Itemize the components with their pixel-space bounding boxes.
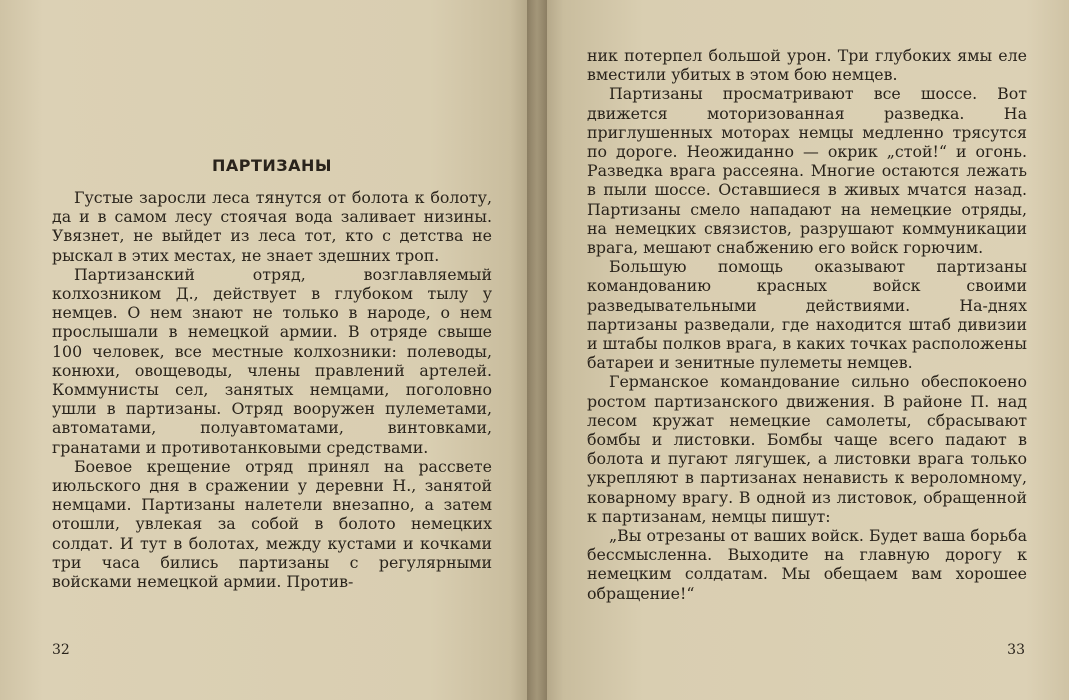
left-page-text <box>52 188 492 591</box>
right-page-text <box>587 46 1027 603</box>
paragraph: Густые заросли леса тянутся от болота к болоту, да и в самом лесу стоячая вода заливает низины. Увязнет, не выйдет из леса тот, кто с детства не рыскал в этих местах, не знает здешних троп. <box>52 188 492 265</box>
quoted-leaflet: „Вы отрезаны от ваших войск. Будет ваша борьба бессмысленна. Выходите на главную дорогу к немецким солдатам. Мы обещаем вам хорошее обращение!“ <box>587 526 1027 603</box>
paragraph: Партизанский отряд, возглавляемый колхозником Д., действует в глубоком тылу у немцев. О нем знают не только в народе, о нем прослышали в немецкой армии. В отряде свыше 100 человек, все местные колхозники: полеводы, конюхи, овощеводы, члены правлений артелей. Коммунисты сел, занятых немцами, поголовно ушли в партизаны. Отряд вооружен пулеметами, автоматами, полуавтоматами, винтовками, гранатами и противотанковыми средствами. <box>52 264 492 457</box>
paragraph: ник потерпел большой урон. Три глубоких ямы еле вместили убитых в этом бою немцев. <box>587 46 1027 85</box>
book-gutter <box>527 0 547 700</box>
page-number: 33 <box>1007 641 1025 658</box>
paragraph: Германское командование сильно обеспокоено ростом партизанского движения. В районе П. над лесом кружат немецкие самолеты, сбрасывают бомбы и листовки. Бомбы чаще всего падают в болота и пугают лягушек, а листовки врага только укрепляют в партизанах ненависть к вероломному, коварному врагу. В одной из листовок, обращенной к партизанам, немцы пишут: <box>587 372 1027 526</box>
chapter-heading: ПАРТИЗАНЫ <box>211 156 333 175</box>
right-page <box>537 0 1069 700</box>
paragraph: Большую помощь оказывают партизаны командованию красных войск своими разведывательными действиями. На-днях партизаны разведали, где находится штаб дивизии и штабы полков врага, в каких точках расположены батареи и зенитные пулеметы немцев. <box>587 257 1027 373</box>
paragraph: Боевое крещение отряд принял на рассвете июльского дня в сражении у деревни Н., занятой немцами. Партизаны налетели внезапно, а затем отошли, увлекая за собой в болото немецких солдат. И тут в болотах, между кустами и кочками три часа бились партизаны с регулярными войсками немецкой армии. Против- <box>52 456 492 592</box>
page-number: 32 <box>52 641 70 658</box>
paragraph: Партизаны просматривают все шоссе. Вот движется моторизованная разведка. На приглушенных моторах немцы медленно трясутся по дороге. Неожиданно — окрик „стой!“ и огонь. Разведка врага рассеяна. Многие остаются лежать в пыли шоссе. Оставшиеся в живых мчатся назад. Партизаны смело нападают на немецкие отряды, на немецких связистов, разрушают коммуникации врага, мешают снабжению его войск горючим. <box>587 84 1027 258</box>
